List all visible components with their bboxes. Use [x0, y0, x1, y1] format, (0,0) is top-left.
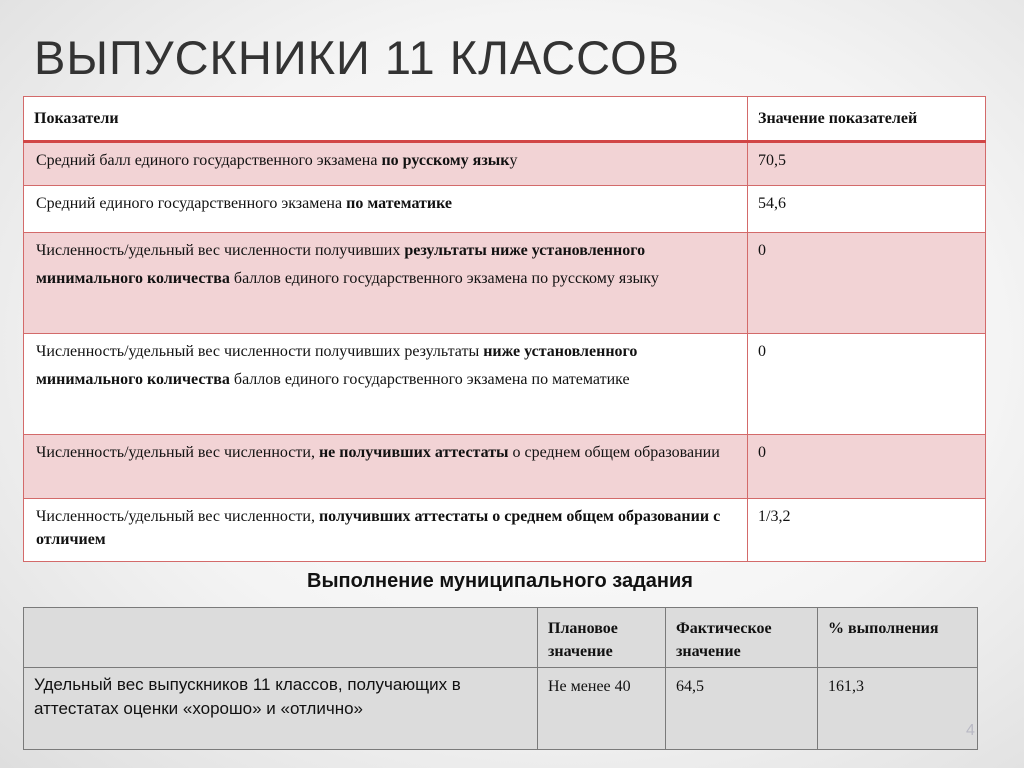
indicator-label-text: Средний балл единого государственного экзамена [36, 152, 382, 169]
header-values: Значение показателей [748, 97, 986, 142]
indicators-header-row [24, 97, 986, 142]
table-row [24, 233, 986, 334]
indicator-label-bold: получивших аттестаты о среднем общем образовании с отличием [36, 508, 721, 548]
indicator-value: 1/3,2 [748, 499, 986, 562]
indicator-label-bold: по математике [346, 195, 453, 212]
indicator-label-text: Численность/удельный вес численности получивших результаты [36, 343, 484, 360]
indicator-label [24, 142, 748, 186]
indicators-table [23, 96, 986, 562]
municipal-header-row [24, 608, 978, 668]
indicator-label-bold: ниже установленного минимального количества [36, 343, 638, 388]
indicator-value: 0 [748, 334, 986, 435]
indicator-label-bold: по русскому язык [381, 152, 510, 169]
table-row [24, 186, 986, 233]
table-row [24, 142, 986, 186]
slide-title: ВЫПУСКНИКИ 11 КЛАССОВ [34, 31, 680, 84]
indicator-label-text: о среднем общем образовании [508, 444, 720, 461]
municipal-actual: 64,5 [666, 668, 818, 750]
indicator-label [24, 435, 748, 499]
indicator-label [24, 334, 748, 435]
section-title: Выполнение муниципального задания [307, 570, 693, 592]
header-empty [24, 608, 538, 668]
indicator-label [24, 499, 748, 562]
indicator-value: 0 [748, 233, 986, 334]
header-percent: % выполнения [818, 608, 978, 668]
indicator-label [24, 186, 748, 233]
header-planned: Плановое значение [538, 608, 666, 668]
municipal-table [23, 607, 978, 750]
indicator-value: 0 [748, 435, 986, 499]
table-row [24, 334, 986, 435]
indicator-value: 70,5 [748, 142, 986, 186]
header-actual: Фактическое значение [666, 608, 818, 668]
indicator-value: 54,6 [748, 186, 986, 233]
indicator-label-text: Средний единого государственного экзамена [36, 195, 347, 212]
municipal-description: Удельный вес выпускников 11 классов, получающих в аттестатах оценки «хорошо» и «отлично» [24, 668, 538, 750]
indicator-label-text: у [509, 152, 518, 169]
table-row [24, 499, 986, 562]
indicator-label-bold: результаты ниже установленного минимального количества [36, 242, 646, 287]
header-indicators: Показатели [24, 97, 748, 142]
table-row [24, 668, 978, 750]
table-row [24, 435, 986, 499]
indicator-label [24, 233, 748, 334]
indicator-label-text: баллов единого государственного экзамена по математике [229, 371, 630, 388]
municipal-percent: 161,3 [818, 668, 978, 750]
page-number: 4 [966, 722, 975, 739]
indicator-label-text: Численность/удельный вес численности, [36, 444, 319, 461]
indicator-label-text: баллов единого государственного экзамена по русскому языку [229, 270, 659, 287]
indicator-label-text: Численность/удельный вес численности получивших [36, 242, 405, 259]
indicator-label-bold: не получивших аттестаты [318, 444, 509, 461]
indicator-label-text: Численность/удельный вес численности, [36, 508, 319, 525]
municipal-planned: Не менее 40 [538, 668, 666, 750]
